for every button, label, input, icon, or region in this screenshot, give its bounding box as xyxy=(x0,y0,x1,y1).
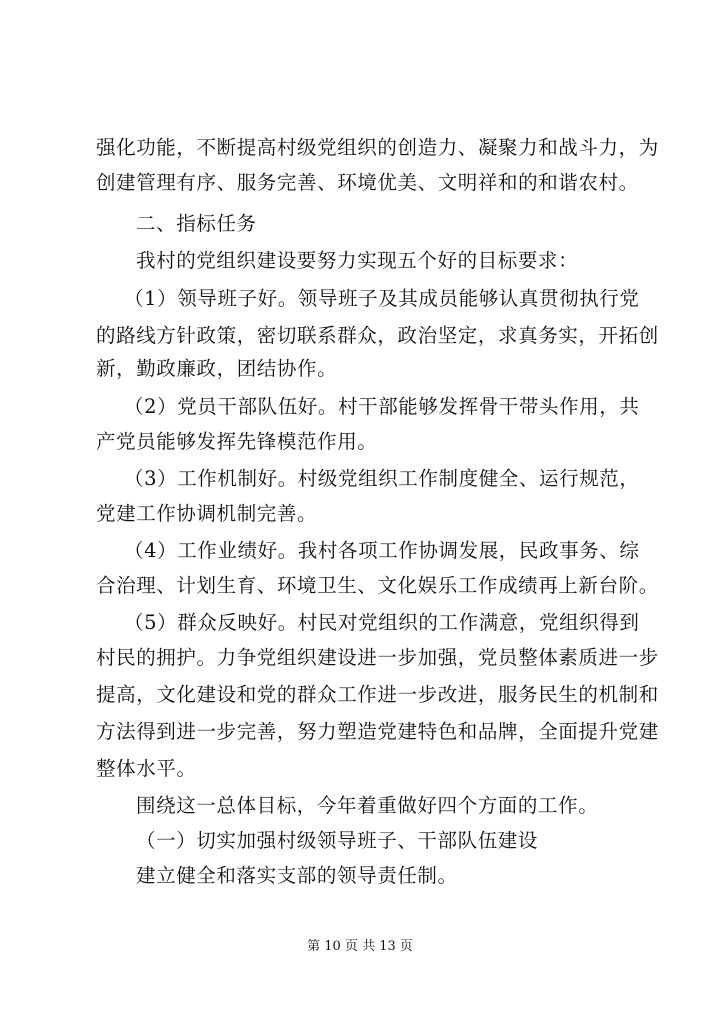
text-line-7: 新，勤政廉政，团结协作。 xyxy=(96,357,338,380)
text-line-11: 党建工作协调机制完善。 xyxy=(96,502,318,525)
text-line-17: 方法得到进一步完善，努力塑造党建特色和品牌，全面提升党建 xyxy=(96,720,659,743)
text-line-1: 强化功能，不断提高村级党组织的创造力、凝聚力和战斗力，为 xyxy=(96,136,659,159)
page-footer: 第 10 页 共 13 页 xyxy=(307,939,413,954)
text-line-10: （3）工作机制好。村级党组织工作制度健全、运行规范， xyxy=(124,467,640,490)
subsection-heading: （一）切实加强村级领导班子、干部队伍建设 xyxy=(136,829,539,852)
text-line-15: 村民的拥护。力争党组织建设进一步加强，党员整体素质进一步 xyxy=(96,646,659,669)
text-line-8: （2）党员干部队伍好。村干部能够发挥骨干带头作用，共 xyxy=(124,395,640,418)
text-line-9: 产党员能够发挥先锋模范作用。 xyxy=(96,430,378,453)
text-line-14: （5）群众反映好。村民对党组织的工作满意，党组织得到 xyxy=(124,611,640,634)
text-line-13: 合治理、计划生育、环境卫生、文化娱乐工作成绩再上新台阶。 xyxy=(96,574,659,597)
text-line-21: 建立健全和落实支部的领导责任制。 xyxy=(136,864,458,887)
text-line-6: 的路线方针政策，密切联系群众，政治坚定，求真务实，开拓创 xyxy=(96,324,659,347)
section-heading: 二、指标任务 xyxy=(136,212,257,235)
text-line-19: 围绕这一总体目标，今年着重做好四个方面的工作。 xyxy=(136,794,599,817)
text-line-2: 创建管理有序、服务完善、环境优美、文明祥和的和谐农村。 xyxy=(96,171,639,194)
text-line-4: 我村的党组织建设要努力实现五个好的目标要求： xyxy=(136,249,579,272)
text-line-16: 提高，文化建设和党的群众工作进一步改进，服务民生的机制和 xyxy=(96,683,659,706)
text-line-12: （4）工作业绩好。我村各项工作协调发展，民政事务、综 xyxy=(124,539,640,562)
text-line-18: 整体水平。 xyxy=(96,757,197,780)
text-line-5: （1）领导班子好。领导班子及其成员能够认真贯彻执行党 xyxy=(124,287,640,310)
